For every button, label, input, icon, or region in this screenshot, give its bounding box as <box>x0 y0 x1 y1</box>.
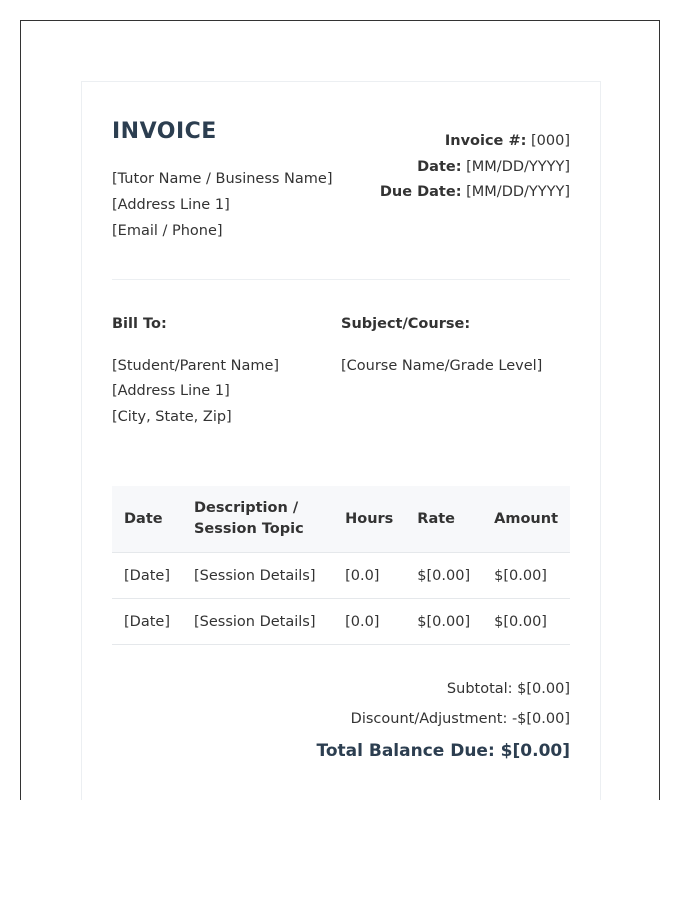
cell-date: [Date] <box>112 599 182 645</box>
invoice-number-value: [000] <box>531 133 570 149</box>
discount: Discount/Adjustment: -$[0.00] <box>350 711 570 727</box>
due-date-row <box>380 184 570 200</box>
sender-name: [Tutor Name / Business Name] <box>112 171 333 187</box>
col-header-date: Date <box>112 486 182 553</box>
cell-description: [Session Details] <box>182 599 333 645</box>
sender-address: [Address Line 1] <box>112 197 230 213</box>
col-header-amount: Amount <box>482 486 570 553</box>
cell-rate: $[0.00] <box>405 553 482 599</box>
cell-date: [Date] <box>112 553 182 599</box>
table-header-row <box>112 486 570 553</box>
line-items-table <box>112 486 570 645</box>
bill-to-city: [City, State, Zip] <box>112 409 232 425</box>
col-header-rate: Rate <box>405 486 482 553</box>
cell-hours: [0.0] <box>333 599 405 645</box>
cell-rate: $[0.00] <box>405 599 482 645</box>
subject-value: [Course Name/Grade Level] <box>341 358 543 374</box>
table-row <box>112 599 570 645</box>
invoice-date-label: Date: <box>417 159 462 175</box>
header-divider <box>112 279 570 280</box>
cell-amount: $[0.00] <box>482 553 570 599</box>
col-header-hours: Hours <box>333 486 405 553</box>
due-date-label: Due Date: <box>379 184 462 200</box>
cell-hours: [0.0] <box>333 553 405 599</box>
invoice-title: INVOICE <box>112 119 217 144</box>
total-balance-due: Total Balance Due: $[0.00] <box>316 741 570 761</box>
invoice-number-row <box>445 133 570 149</box>
invoice-date-row <box>417 159 570 175</box>
bill-to-address: [Address Line 1] <box>112 383 230 399</box>
bill-to-name: [Student/Parent Name] <box>112 358 280 374</box>
invoice-date-value: [MM/DD/YYYY] <box>466 159 570 175</box>
cell-description: [Session Details] <box>182 553 333 599</box>
due-date-value: [MM/DD/YYYY] <box>466 184 570 200</box>
subtotal: Subtotal: $[0.00] <box>446 681 570 697</box>
subject-label: Subject/Course: <box>341 316 471 332</box>
sender-contact: [Email / Phone] <box>112 223 223 239</box>
table-row <box>112 553 570 599</box>
col-header-description: Description / Session Topic <box>182 486 333 553</box>
cell-amount: $[0.00] <box>482 599 570 645</box>
invoice-number-label: Invoice #: <box>444 133 527 149</box>
bill-to-label: Bill To: <box>112 316 167 332</box>
